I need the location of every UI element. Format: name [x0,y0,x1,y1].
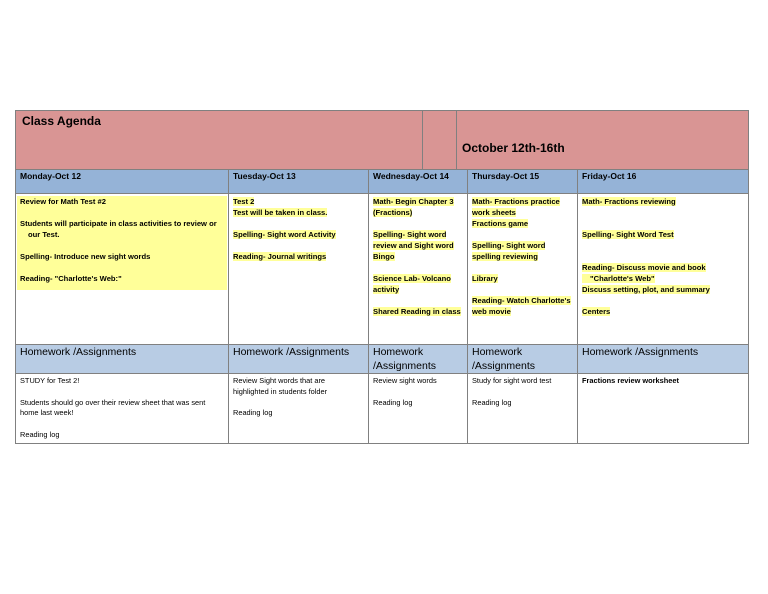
task-line: Math- Begin Chapter 3 [373,197,454,206]
homework-wednesday [368,374,467,443]
task-line: review and Sight word [373,241,454,250]
homework-header-friday: Homework /Assignments [577,345,748,373]
homework-friday [577,374,748,443]
task-line: activity [373,285,400,294]
task-line: Review for Math Test #2 [20,197,106,206]
task-line: Reading- "Charlotte's Web:" [20,274,122,283]
task-line: Math- Fractions reviewing [582,197,676,206]
homework-line: Reading log [233,408,273,418]
day-header-wednesday: Wednesday-Oct 14 [368,170,467,193]
task-line: Spelling- Sight Word Test [582,230,674,239]
task-line: Reading- Discuss movie and book [582,263,706,272]
tasks-friday [577,194,748,344]
task-line: Shared Reading in class [373,307,461,316]
homework-header-wednesday: Homework /Assignments [368,345,467,373]
task-line: Centers [582,307,611,316]
day-header-thursday: Thursday-Oct 15 [467,170,577,193]
title-divider [456,111,457,169]
day-header-friday: Friday-Oct 16 [577,170,748,193]
class-agenda-table [15,110,749,444]
task-line: Discuss setting, plot, and summary [582,285,710,294]
task-line: our Test. [28,230,60,239]
tasks-tuesday [228,194,368,344]
tasks-row [15,194,749,344]
homework-header-row [15,344,749,374]
homework-line: highlighted in students folder [233,386,328,396]
homework-line: home last week! [20,408,74,418]
task-line: Spelling- Sight word [472,241,546,250]
homework-line: Fractions review worksheet [582,376,679,385]
task-line: Fractions game [472,219,529,228]
monday-highlight-box [17,196,227,290]
tasks-monday [16,194,228,344]
task-line: Spelling- Sight word Activity [233,230,336,239]
task-line: Math- Fractions practice [472,197,560,206]
task-line: web movie [472,307,511,316]
task-line: work sheets [472,208,516,217]
agenda-title: Class Agenda [22,114,101,128]
homework-line: Reading log [20,430,60,440]
task-line: Science Lab- Volcano [373,274,451,283]
homework-line: Students should go over their review sheet that was sent [20,397,206,407]
title-row [15,110,749,170]
task-line: Students will participate in class activities to review or [20,219,217,228]
homework-tuesday [228,374,368,443]
homework-line: Reading log [373,397,413,407]
day-header-row [15,170,749,194]
task-line: Spelling- Sight word [373,230,447,239]
homework-line: STUDY for Test 2! [20,376,80,385]
task-line: Spelling- Introduce new sight words [20,252,151,261]
homework-thursday [467,374,577,443]
day-header-tuesday: Tuesday-Oct 13 [228,170,368,193]
task-line: "Charlotte's Web" [582,274,655,283]
homework-header-thursday: Homework /Assignments [467,345,577,373]
title-divider [422,111,423,169]
homework-line: Review sight words [373,376,437,385]
day-header-monday: Monday-Oct 12 [20,171,81,181]
task-line: Test will be taken in class. [233,208,328,217]
task-line: spelling reviewing [472,252,538,261]
homework-header-tuesday: Homework /Assignments [228,345,368,373]
homework-header-monday: Homework /Assignments [20,346,137,358]
task-line: Reading- Watch Charlotte's [472,296,571,305]
task-line: Reading- Journal writings [233,252,327,261]
homework-monday [16,374,228,443]
task-line: Test 2 [233,197,255,206]
homework-line: Review Sight words that are [233,376,326,385]
week-range: October 12th-16th [462,141,565,155]
tasks-thursday [467,194,577,344]
task-line: Bingo [373,252,395,261]
homework-row [15,374,749,444]
task-line: Library [472,274,498,283]
homework-line: Study for sight word test [472,376,552,385]
homework-line: Reading log [472,397,512,407]
task-line: (Fractions) [373,208,413,217]
tasks-wednesday [368,194,467,344]
